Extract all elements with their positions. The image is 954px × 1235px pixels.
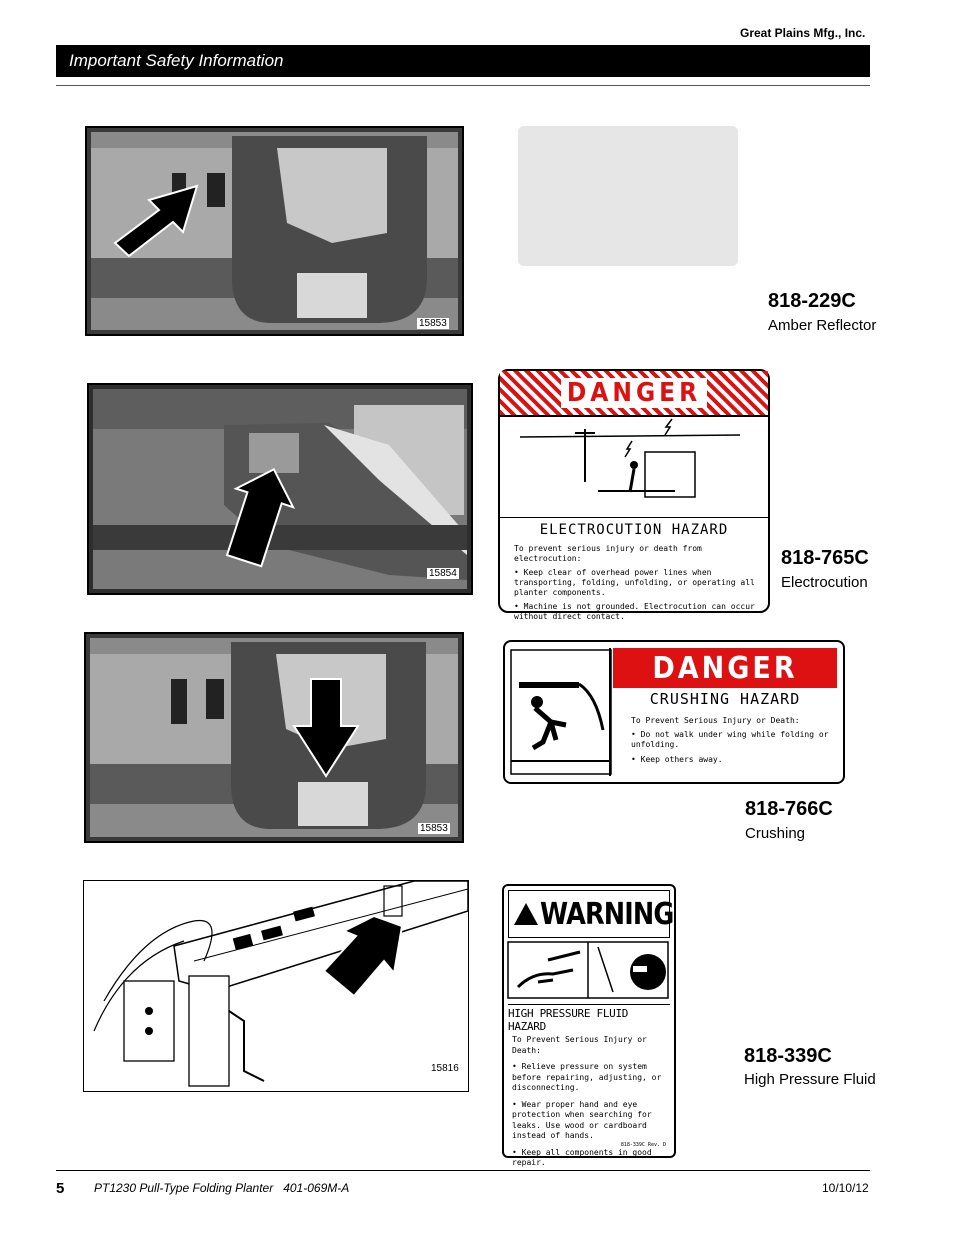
part-description: Electrocution [781, 574, 868, 591]
decal-818-339C-high-pressure-fluid: WARNING HIGH PRESSURE FLUID HAZARD To Prevent Serious Injury or Death: • Relieve pressure on system before repairing, adjusting, or disconnecting. • Wear proper hand and eye protection when searching for leaks. Use wood or cardboard instead of hands. • Keep all components in good repair. 818-339C Rev. D [502, 884, 676, 1158]
photo-amber-reflector [85, 126, 464, 336]
revision-date: 10/10/12 [822, 1181, 869, 1195]
decal-bullet: Keep clear of overhead power lines when transporting, folding, unfolding, or operating all planter components. [514, 568, 755, 597]
hazard-title: ELECTROCUTION HAZARD [500, 517, 768, 538]
decal-intro: To Prevent Serious Injury or Death: [512, 1035, 647, 1055]
part-number-818-765C: 818-765C [781, 547, 869, 569]
part-description: Amber Reflector [768, 317, 877, 334]
decal-bullet: Wear proper hand and eye protection when searching for leaks. Use wood or cardboard instead of hands. [512, 1099, 652, 1140]
amber-reflector-decal [518, 126, 738, 266]
footer-divider [56, 1170, 870, 1171]
warning-triangle-icon [514, 903, 538, 925]
photo-electrocution-location [87, 383, 473, 595]
header-divider [56, 85, 870, 86]
figure-number: 15854 [429, 568, 457, 579]
decal-bullet: Relieve pressure on system before repairing, adjusting, or disconnecting. [512, 1062, 662, 1092]
high-pressure-pictogram [508, 942, 668, 998]
decal-intro: To prevent serious injury or death from electrocution: [514, 544, 702, 563]
figure-number: 15853 [420, 823, 448, 834]
decal-bullet: Keep others away. [640, 755, 723, 764]
decal-818-765C-electrocution: DANGER ELECTROCUTION HAZARD To prevent serious injury or death from electrocution: • Keep clear of overhead power lines when transporting, folding, unfolding, or operating all planter components. • Machine is not grounded. Electrocution can occur without direct contact. [498, 369, 770, 613]
decal-bullet: Machine is not grounded. Electrocution can occur without direct contact. [514, 602, 755, 621]
part-number-818-766C: 818-766C [745, 798, 833, 820]
part-number-818-229C: 818-229C [768, 290, 856, 312]
decal-code: 818-339C Rev. D [620, 1142, 666, 1148]
part-number-818-339C: 818-339C [744, 1045, 832, 1067]
decal-intro: To Prevent Serious Injury or Death: [631, 716, 800, 725]
danger-header-text: DANGER [561, 378, 707, 408]
hazard-title: CRUSHING HAZARD [649, 690, 801, 708]
part-description: High Pressure Fluid [744, 1071, 876, 1088]
figure-number: 15853 [419, 318, 447, 329]
document-title: PT1230 Pull-Type Folding Planter 401-069M-A [94, 1181, 350, 1195]
drawing-hydraulic-hitch [83, 880, 469, 1092]
warning-header-text: WARNING [540, 896, 674, 932]
danger-header-text: DANGER [652, 650, 798, 686]
decal-818-766C-crushing: DANGER CRUSHING HAZARD To Prevent Serious Injury or Death: • Do not walk under wing while folding or unfolding. • Keep others away. [503, 640, 845, 784]
section-header-bar [56, 45, 870, 77]
company-name: Great Plains Mfg., Inc. [740, 26, 866, 40]
page-number: 5 [56, 1180, 65, 1197]
part-description: Crushing [745, 825, 806, 842]
decal-bullet: Keep all components in good repair. [512, 1147, 652, 1167]
electrocution-pictogram [500, 417, 768, 502]
decal-bullet: Do not walk under wing while folding or unfolding. [631, 730, 829, 749]
section-title: Important Safety Information [69, 51, 284, 70]
hazard-title: HIGH PRESSURE FLUID HAZARD [508, 1004, 670, 1033]
figure-number: 15816 [431, 1063, 459, 1074]
photo-crushing-location [84, 632, 464, 843]
crushing-pictogram [511, 650, 611, 774]
